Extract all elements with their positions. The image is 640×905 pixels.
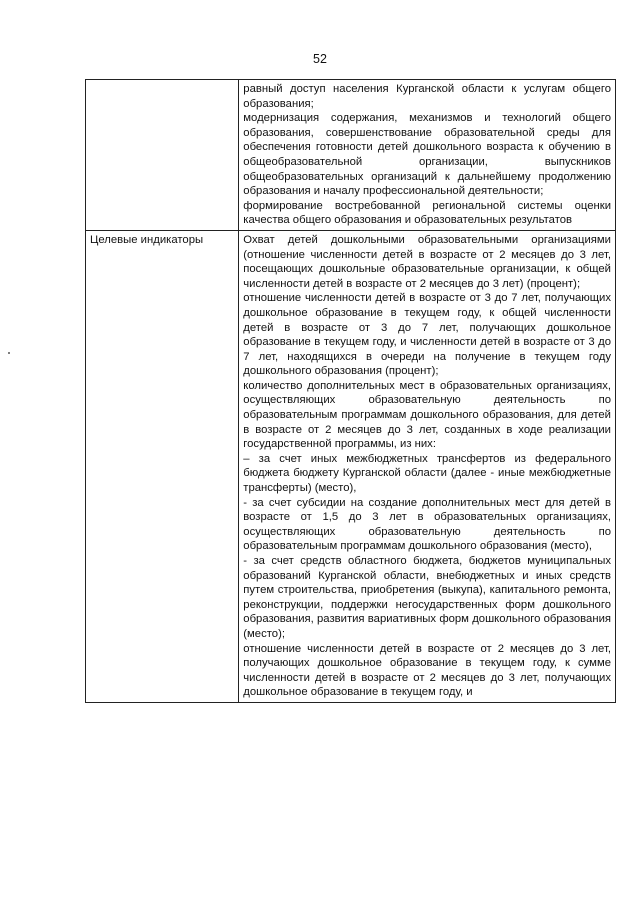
content-paragraph: модернизация содержания, механизмов и технологий общего образования, совершенствование образовательной среды для обеспечения готовности детей дошкольного возраста к обучению в общеобразовательной организации, выпускников общеобразовательных организаций к дальнейшему продолжению образования и началу профессиональной деятельности;	[243, 112, 611, 198]
content-paragraph: - за счет средств областного бюджета, бюджетов муниципальных образований Курганской области, внебюджетных и иных средств путем строительства, приобретения (выкупа), капитального ремонта, реконструкции, поддержки негосударственных форм дошкольного образования, развития вариативных форм дошкольного образования (место);	[243, 555, 611, 640]
table-row	[86, 230, 616, 702]
content-paragraph: отношение численности детей в возрасте от 3 до 7 лет, получающих дошкольное образование в текущем году, к общей численности детей в возрасте от 3 до 7 лет, получающих дошкольное образование в текущем году, и численности детей в возрасте от 3 до 7 лет, находящихся в очереди на получение в текущем году дошкольного образования (процент);	[243, 292, 611, 378]
content-paragraph: Охват детей дошкольными образовательными организациями (отношение численности детей в возрасте от 2 месяцев до 3 лет, посещающих дошкольные образовательные организации, к общей численности детей в возрасте от 2 месяцев до 3 лет) (процент);	[243, 233, 611, 290]
content-paragraph: количество дополнительных мест в образовательных организациях, осуществляющих образовательную деятельность по образовательным программам дошкольного образования, для детей в возрасте от 2 месяцев до 3 лет, созданных в ходе реализации государственной программы, из них:	[243, 379, 611, 451]
program-table	[85, 79, 616, 703]
row-label: Целевые индикаторы	[86, 230, 239, 702]
content-paragraph: - за счет субсидии на создание дополнительных мест для детей в возрасте от 1,5 до 3 лет в образовательных организациях, осуществляющих образовательную деятельность по образовательным программам дошкольного образования (место),	[243, 496, 611, 553]
table-row	[86, 80, 616, 231]
content-paragraph: равный доступ населения Курганской области к услугам общего образования;	[243, 83, 611, 110]
scan-speck	[8, 352, 10, 354]
content-paragraph: отношение численности детей в возрасте от 2 месяцев до 3 лет, получающих дошкольное образование в текущем году, к сумме численности детей в возрасте от 2 месяцев до 3 лет, получающих дошкольное образование в текущем году, и	[243, 642, 611, 699]
content-paragraph: формирование востребованной региональной системы оценки качества общего образования и образовательных результатов	[243, 199, 611, 227]
row-label	[86, 80, 239, 231]
page-number: 52	[313, 52, 327, 66]
row-content	[239, 230, 616, 702]
content-paragraph: – за счет иных межбюджетных трансфертов из федерального бюджета бюджету Курганской области (далее - иные межбюджетные трансферты) (место),	[243, 452, 611, 495]
row-content	[239, 80, 616, 231]
